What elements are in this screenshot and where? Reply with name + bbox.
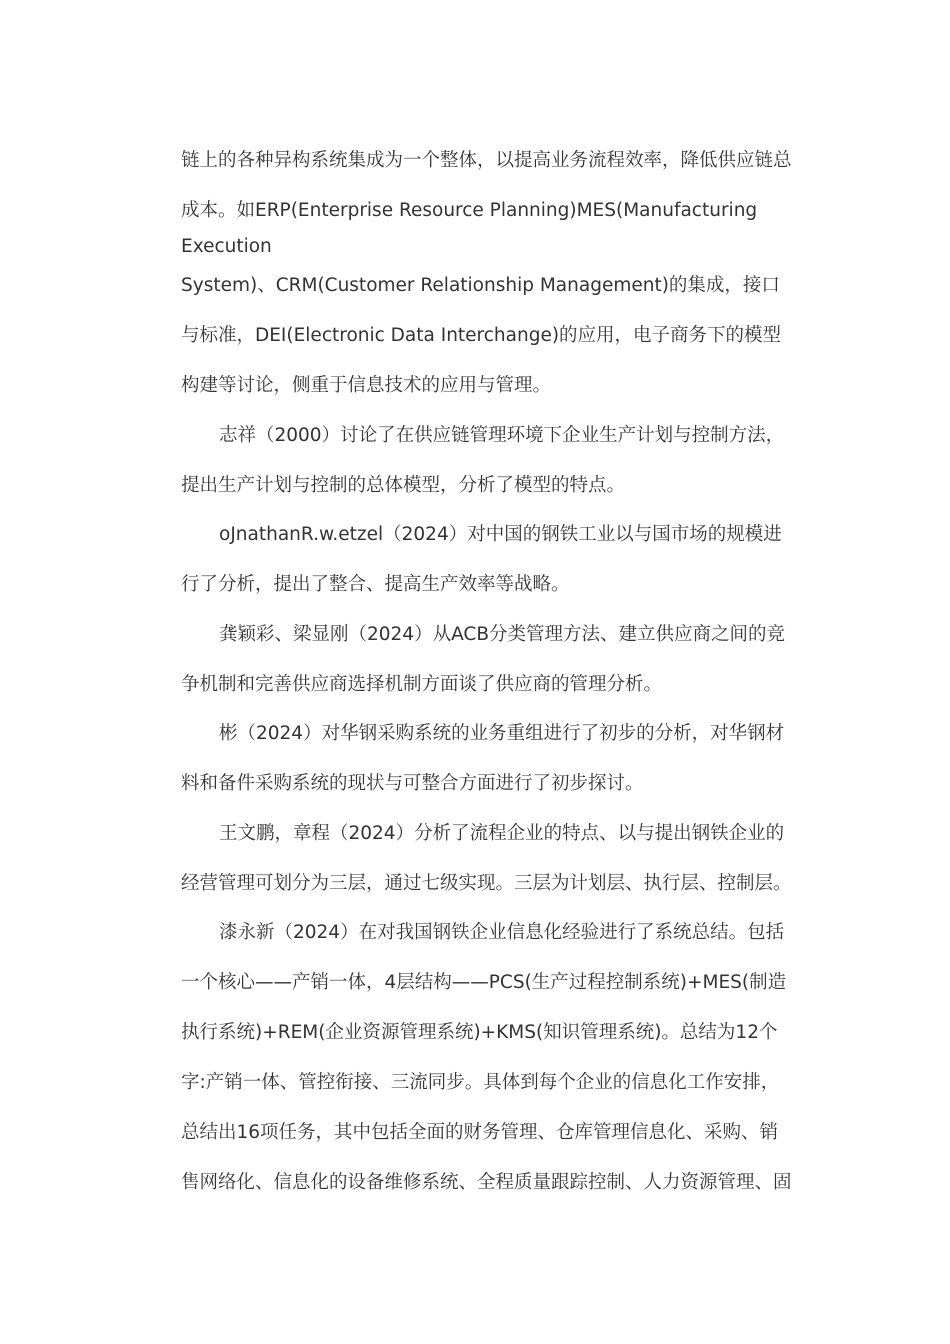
text-line: 行了分析，提出了整合、提高生产效率等战略。 [181,574,570,595]
text-line: 成本。如ERP(Enterprise Resource Planning)MES(Manufacturing [181,200,758,221]
text-line: 一个核心——产销一体，4层结构——PCS(生产过程控制系统)+MES(制造 [181,972,787,993]
text-line: 料和备件采购系统的现状与可整合方面进行了初步探讨。 [181,773,644,794]
text-line: System)、CRM(Customer Relationship Management)的集成，接口 [181,275,780,296]
text-line: 争机制和完善供应商选择机制方面谈了供应商的管理分析。 [181,674,663,695]
text-line: 字:产销一体、管控衔接、三流同步。具体到每个企业的信息化工作安排， [181,1072,780,1093]
paragraph-first-line: 漆永新（2024）在对我国钢铁企业信息化经验进行了系统总结。包括 [219,922,785,943]
text-line: 与标准，DEI(Electronic Data Interchange)的应用，电子商务下的模型 [181,325,782,346]
text-line: Execution [181,236,272,257]
paragraph-first-line: 彬（2024）对华钢采购系统的业务重组进行了初步的分析，对华钢材 [219,723,785,744]
paragraph-first-line: 王文鹏，章程（2024）分析了流程企业的特点、以与提出钢铁企业的 [219,823,785,844]
text-line: 总结出16项任务，其中包括全面的财务管理、仓库管理信息化、采购、销 [181,1122,779,1143]
paragraph-first-line: oJnathanR.w.etzel（2024）对中国的钢铁工业以与国市场的规模进 [219,524,782,545]
text-line: 经营管理可划分为三层，通过七级实现。三层为计划层、执行层、控制层。 [181,873,792,894]
text-line: 构建等讨论，侧重于信息技术的应用与管理。 [181,375,552,396]
text-line: 链上的各种异构系统集成为一个整体，以提高业务流程效率，降低供应链总 [181,150,792,171]
text-line: 执行系统)+REM(企业资源管理系统)+KMS(知识管理系统)。总结为12个 [181,1022,778,1043]
paragraph-first-line: 志祥（2000）讨论了在供应链管理环境下企业生产计划与控制方法， [219,425,785,446]
paragraph-first-line: 龚颖彩、梁显刚（2024）从ACB分类管理方法、建立供应商之间的竞 [219,624,786,645]
text-line: 售网络化、信息化的设备维修系统、全程质量跟踪控制、人力资源管理、固 [181,1172,792,1193]
text-line: 提出生产计划与控制的总体模型，分析了模型的特点。 [181,475,626,496]
